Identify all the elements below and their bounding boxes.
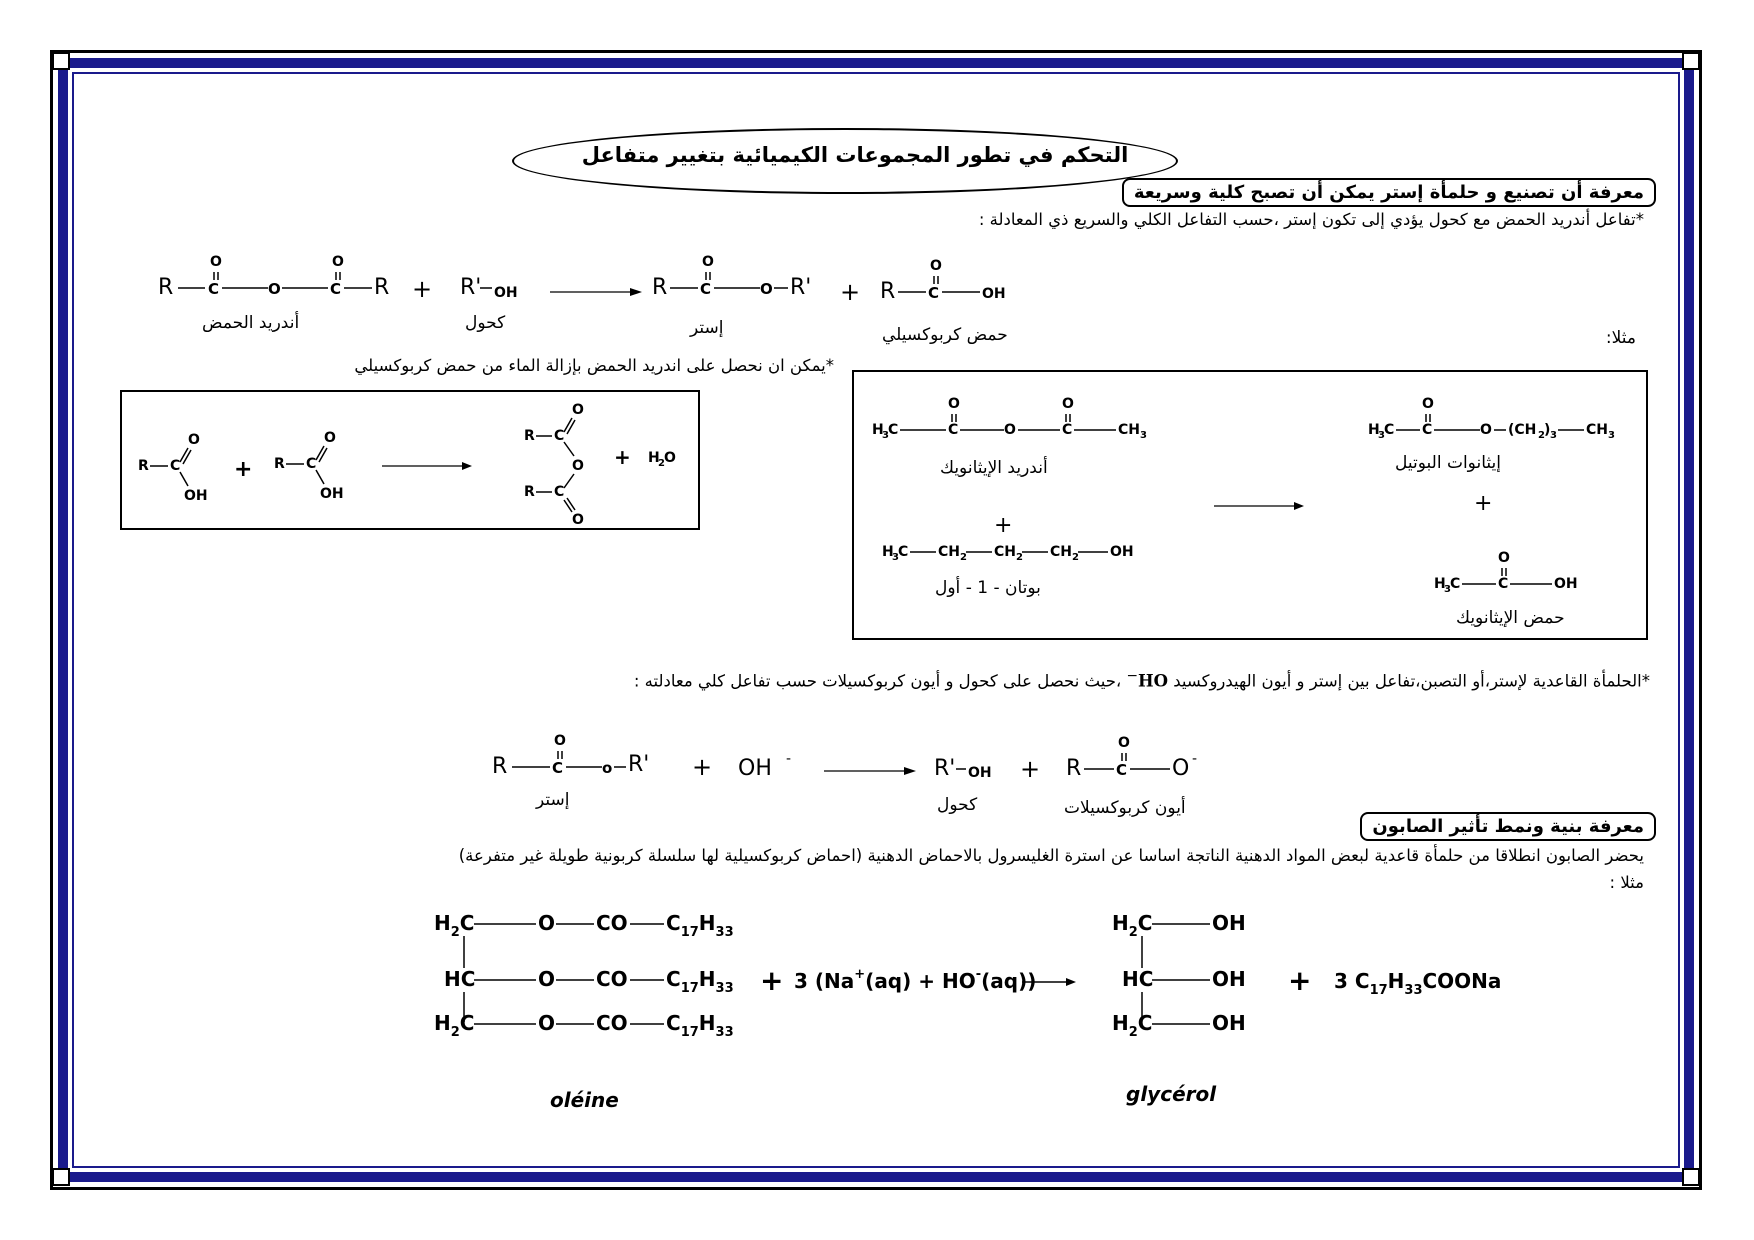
svg-text:-: - [786, 751, 792, 767]
svg-text:OH: OH [982, 286, 1006, 302]
frame-corner [52, 1168, 70, 1186]
label-ester: إستر [690, 318, 724, 338]
svg-text:O: O [572, 512, 584, 528]
svg-text:OH: OH [320, 486, 344, 502]
svg-text:OH: OH [968, 765, 992, 781]
svg-text:R': R' [934, 756, 956, 781]
svg-text:O: O [1172, 756, 1190, 781]
example-label: مثلا: [1605, 328, 1636, 348]
frame-corner [52, 52, 70, 70]
svg-text:+: + [412, 275, 433, 303]
label-alcohol-2: كحول [937, 795, 978, 815]
svg-text:O: O [1004, 422, 1016, 438]
svg-text:HC: HC [1122, 967, 1154, 991]
svg-text:CH: CH [1586, 422, 1608, 438]
svg-text:+: + [234, 457, 253, 482]
svg-text:CH: CH [994, 544, 1016, 560]
svg-text:H2C: $H_2C$ [1112, 1011, 1153, 1040]
label-alcohol: كحول [465, 313, 506, 333]
svg-text:CH: CH [1050, 544, 1072, 560]
svg-text:H: H [1368, 422, 1380, 438]
svg-text:CO: CO [596, 967, 628, 991]
svg-text:O: O [210, 254, 222, 270]
section-heading-soap: معرفة بنية ونمط تأثير الصابون [1360, 812, 1656, 841]
svg-text:): ) [1544, 422, 1551, 438]
svg-text:CH: CH [1118, 422, 1140, 438]
anhydride-note: *يمكن ان نحصل على اندريد الحمض بإزالة الماء من حمض كربوكسيلي [354, 356, 834, 375]
saponification-text: *الحلمأة القاعدية لإستر،أو التصبن،تفاعل بين إستر و أيون الهيدروكسيد HO− ،حيث نحصل على كحول و أيون كربوكسيلات حسب تفاعل كلي معادلته : [633, 668, 1650, 691]
svg-text:3 (Na+(aq) + HO-(aq)): 3 (Na+(aq) + HO-(aq)) [794, 967, 1037, 993]
svg-text:O: O [1480, 422, 1492, 438]
svg-text:O: O [1498, 550, 1510, 566]
svg-text:C: C [554, 428, 565, 444]
svg-text:R: R [652, 275, 668, 300]
svg-text:3: 3 [1608, 430, 1615, 441]
svg-text:C: C [888, 422, 899, 438]
svg-text:OH: OH [1212, 1011, 1246, 1035]
svg-text:C17H33: $C_{17}H_{33}$ [666, 1011, 734, 1040]
soap-equation [430, 900, 1520, 1040]
svg-text:(CH: (CH [1508, 422, 1537, 438]
svg-text:OH: OH [494, 285, 518, 301]
svg-text:+: + [994, 513, 1013, 538]
dehydration-equation [122, 392, 698, 528]
label-ethanoic-anhydride: أندريد الإيثانويك [940, 458, 1048, 478]
svg-text:C: C [1422, 422, 1433, 438]
svg-text:O: O [1062, 396, 1074, 412]
svg-text:3: 3 [1444, 584, 1451, 595]
svg-text:3: 3 [892, 552, 899, 563]
ester-intro-text: *تفاعل أندريد الحمض مع كحول يؤدي إلى تكون إستر ،حسب التفاعل الكلي والسريع ذي المعادلة : [978, 210, 1644, 229]
svg-text:+: + [614, 445, 631, 469]
svg-text:3: 3 [1378, 430, 1385, 441]
svg-text:R': R' [460, 275, 482, 300]
svg-text:OH: OH [738, 756, 772, 781]
svg-text:C: C [1384, 422, 1395, 438]
svg-text:O: O [572, 402, 584, 418]
svg-text:C: C [1450, 576, 1461, 592]
svg-text:OH: OH [184, 488, 208, 504]
svg-text:O: O [538, 911, 556, 935]
svg-text:H: H [872, 422, 884, 438]
svg-text:R: R [880, 279, 896, 304]
svg-text:CO: CO [596, 911, 628, 935]
svg-text:O: O [538, 1011, 556, 1035]
svg-text:OH: OH [1554, 576, 1578, 592]
soap-text-line1: يحضر الصابون انطلاقا من حلمأة قاعدية لبعض المواد الدهنية الناتجة اساسا عن استرة الغليسرول بالاحماض الدهنية (احماض كربوكسيلية لها سلسلة كربونية طويلة غير متفرعة) [458, 846, 1644, 865]
svg-text:O: O [332, 254, 344, 270]
svg-text:C: C [552, 759, 564, 777]
svg-text:O: O [664, 450, 676, 466]
svg-text:O: O [1422, 396, 1434, 412]
svg-text:+: + [1020, 755, 1041, 783]
svg-text:3: 3 [1140, 430, 1147, 441]
svg-text:R': R' [628, 752, 650, 777]
label-glycerol: glycérol [1126, 1082, 1217, 1106]
svg-text:C: C [554, 484, 565, 500]
svg-text:2: 2 [658, 458, 665, 469]
svg-text:R: R [138, 458, 149, 474]
svg-text:3: 3 [1550, 430, 1557, 441]
svg-text:R': R' [790, 275, 812, 300]
soap-text-line2: مثلا : [1609, 873, 1644, 892]
svg-text:OH: OH [1110, 544, 1134, 560]
svg-text:+: + [692, 753, 713, 781]
svg-text:O: O [760, 280, 773, 298]
svg-text:O: O [268, 280, 281, 298]
svg-text:C: C [208, 280, 220, 298]
label-ester-2: إستر [536, 790, 570, 810]
svg-text:+: + [760, 964, 784, 997]
svg-text:H2C: $H_2C$ [1112, 911, 1153, 940]
svg-text:R: R [524, 484, 535, 500]
svg-text:H: H [1434, 576, 1446, 592]
svg-text:O: O [554, 733, 566, 749]
svg-text:R: R [524, 428, 535, 444]
svg-text:C: C [1116, 761, 1128, 779]
svg-text:3 C17H33COONa: 3 $C_{17}H_{33}COONa$ [1334, 969, 1502, 998]
svg-text:R: R [274, 456, 285, 472]
label-carboxylate-ion: أيون كربوكسيلات [1064, 798, 1186, 818]
dehydration-box [120, 390, 700, 530]
svg-text:OH: OH [1212, 911, 1246, 935]
svg-text:O: O [930, 258, 942, 274]
example-equation [854, 372, 1646, 638]
example-box [852, 370, 1648, 640]
svg-text:C: C [1498, 576, 1509, 592]
svg-text:H2C: $H_2C$ [434, 1011, 475, 1040]
label-oleine: oléine [550, 1088, 619, 1112]
svg-text:C: C [700, 280, 712, 298]
svg-text:O: O [538, 967, 556, 991]
svg-text:2: 2 [1538, 430, 1545, 441]
svg-text:O: O [948, 396, 960, 412]
svg-text:H: H [882, 544, 894, 560]
svg-text:H2C: $H_2C$ [434, 911, 475, 940]
svg-text:C: C [898, 544, 909, 560]
svg-text:HC: HC [444, 967, 476, 991]
svg-text:o: o [602, 759, 613, 777]
svg-text:+: + [840, 278, 861, 306]
svg-text:C: C [928, 284, 940, 302]
svg-text:C17H33: $C_{17}H_{33}$ [666, 911, 734, 940]
svg-text:OH: OH [1212, 967, 1246, 991]
section-heading-ester: معرفة أن تصنيع و حلمأة إستر يمكن أن تصبح كلية وسريعة [1122, 178, 1656, 207]
frame-corner [1682, 52, 1700, 70]
svg-text:C17H33: $C_{17}H_{33}$ [666, 967, 734, 996]
svg-text:C: C [306, 456, 317, 472]
svg-text:C: C [330, 280, 342, 298]
svg-text:H: H [648, 450, 660, 466]
svg-text:C: C [948, 422, 959, 438]
label-butanol: بوتان - 1 - أول [935, 578, 1041, 598]
page-title: التحكم في تطور المجموعات الكيميائية بتغيير متفاعل [581, 143, 1129, 167]
svg-text:R: R [492, 754, 508, 779]
svg-text:R: R [1066, 756, 1082, 781]
svg-text:+: + [1474, 491, 1493, 516]
svg-text:2: 2 [1072, 552, 1079, 563]
label-carboxylic-acid: حمض كربوكسيلي [882, 325, 1008, 345]
frame-corner [1682, 1168, 1700, 1186]
svg-text:CO: CO [596, 1011, 628, 1035]
svg-text:2: 2 [960, 552, 967, 563]
label-anhydride: أندريد الحمض [202, 313, 300, 333]
svg-text:C: C [170, 458, 181, 474]
svg-text:R: R [374, 275, 390, 300]
svg-text:+: + [1288, 964, 1312, 997]
svg-text:O: O [572, 458, 584, 474]
label-ethanoic-acid: حمض الإيثانويك [1456, 608, 1565, 628]
svg-text:O: O [702, 254, 714, 270]
saponification-equation [490, 715, 1230, 805]
svg-text:CH: CH [938, 544, 960, 560]
svg-text:C: C [1062, 422, 1073, 438]
svg-text:O: O [324, 430, 336, 446]
svg-text:2: 2 [1016, 552, 1023, 563]
svg-text:O: O [1118, 735, 1130, 751]
r-group: R [158, 275, 174, 300]
label-butyl-ethanoate: إيثانوات البوتيل [1395, 453, 1501, 473]
svg-text:3: 3 [882, 430, 889, 441]
svg-text:-: - [1192, 751, 1198, 767]
svg-text:O: O [188, 432, 200, 448]
